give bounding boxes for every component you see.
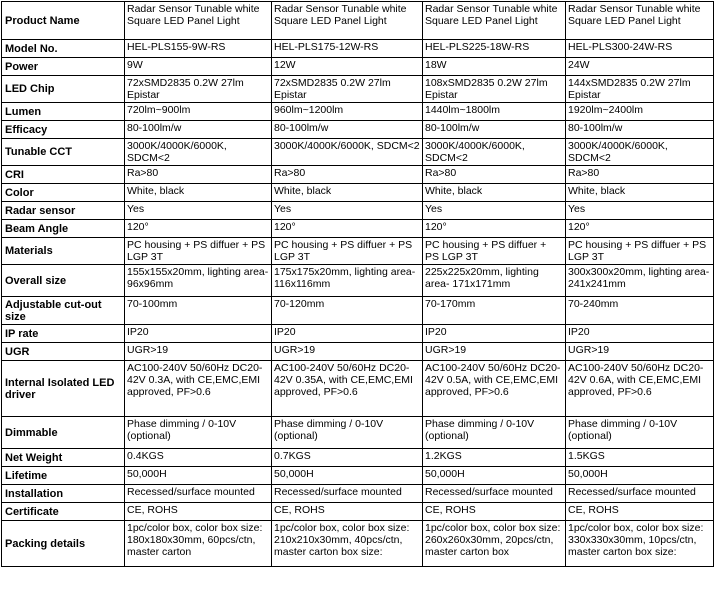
spec-cell: 50,000H	[423, 467, 566, 485]
spec-cell: IP20	[423, 325, 566, 343]
spec-cell: 3000K/4000K/6000K, SDCM<2	[423, 139, 566, 166]
spec-cell: White, black	[272, 184, 423, 202]
table-row	[2, 58, 714, 76]
spec-cell: 80-100lm/w	[272, 121, 423, 139]
table-row	[2, 76, 714, 103]
spec-cell: PC housing + PS diffuer + PS LGP 3T	[125, 238, 272, 265]
spec-cell: Radar Sensor Tunable white Square LED Panel Light	[272, 2, 423, 40]
spec-cell: 720lm~900lm	[125, 103, 272, 121]
row-label: UGR	[2, 343, 125, 361]
spec-cell: Ra>80	[125, 166, 272, 184]
spec-cell: 1920lm~2400lm	[566, 103, 714, 121]
row-label: Internal Isolated LED driver	[2, 361, 125, 417]
row-label: Certificate	[2, 503, 125, 521]
spec-cell: HEL-PLS175-12W-RS	[272, 40, 423, 58]
spec-cell: Yes	[272, 202, 423, 220]
row-label: Packing details	[2, 521, 125, 567]
spec-cell: AC100-240V 50/60Hz DC20-42V 0.3A, with CE,EMC,EMI approved, PF>0.6	[125, 361, 272, 417]
spec-cell: 70-120mm	[272, 297, 423, 325]
row-label: Product Name	[2, 2, 125, 40]
spec-cell: 1pc/color box, color box size: 260x260x30mm, 20pcs/ctn, master carton box	[423, 521, 566, 567]
spec-cell: 50,000H	[566, 467, 714, 485]
spec-cell: Recessed/surface mounted	[566, 485, 714, 503]
spec-cell: Ra>80	[272, 166, 423, 184]
spec-cell: UGR>19	[423, 343, 566, 361]
table-row	[2, 503, 714, 521]
table-row	[2, 467, 714, 485]
spec-cell: 120°	[125, 220, 272, 238]
row-label: Installation	[2, 485, 125, 503]
spec-cell: Recessed/surface mounted	[423, 485, 566, 503]
spec-cell: HEL-PLS155-9W-RS	[125, 40, 272, 58]
table-row	[2, 265, 714, 297]
table-row	[2, 521, 714, 567]
spec-cell: 1440lm~1800lm	[423, 103, 566, 121]
spec-cell: 1.5KGS	[566, 449, 714, 467]
table-row	[2, 202, 714, 220]
table-row	[2, 361, 714, 417]
spec-cell: CE, ROHS	[272, 503, 423, 521]
row-label: Radar sensor	[2, 202, 125, 220]
table-row	[2, 121, 714, 139]
row-label: Dimmable	[2, 417, 125, 449]
table-row	[2, 485, 714, 503]
spec-cell: 1pc/color box, color box size: 180x180x30mm, 60pcs/ctn, master carton	[125, 521, 272, 567]
spec-cell: Phase dimming / 0-10V (optional)	[125, 417, 272, 449]
spec-cell: White, black	[125, 184, 272, 202]
spec-cell: 1pc/color box, color box size: 210x210x30mm, 40pcs/ctn, master carton box size:	[272, 521, 423, 567]
spec-cell: Phase dimming / 0-10V (optional)	[423, 417, 566, 449]
table-row	[2, 343, 714, 361]
spec-cell: HEL-PLS300-24W-RS	[566, 40, 714, 58]
table-row	[2, 184, 714, 202]
spec-cell: 80-100lm/w	[125, 121, 272, 139]
spec-cell: 80-100lm/w	[566, 121, 714, 139]
spec-cell: Radar Sensor Tunable white Square LED Panel Light	[423, 2, 566, 40]
spec-cell: CE, ROHS	[423, 503, 566, 521]
spec-cell: 3000K/4000K/6000K, SDCM<2	[566, 139, 714, 166]
spec-cell: Phase dimming / 0-10V (optional)	[566, 417, 714, 449]
table-row	[2, 40, 714, 58]
row-label: Lumen	[2, 103, 125, 121]
table-row	[2, 297, 714, 325]
spec-cell: 1pc/color box, color box size: 330x330x30mm, 10pcs/ctn, master carton box size:	[566, 521, 714, 567]
spec-cell: 175x175x20mm, lighting area-116x116mm	[272, 265, 423, 297]
spec-cell: 3000K/4000K/6000K, SDCM<2	[272, 139, 423, 166]
spec-cell: Radar Sensor Tunable white Square LED Panel Light	[125, 2, 272, 40]
spec-cell: 80-100lm/w	[423, 121, 566, 139]
spec-cell: Ra>80	[566, 166, 714, 184]
table-row	[2, 2, 714, 40]
row-label: Overall size	[2, 265, 125, 297]
row-label: Beam Angle	[2, 220, 125, 238]
spec-table-body	[2, 2, 714, 567]
table-row	[2, 220, 714, 238]
row-label: LED Chip	[2, 76, 125, 103]
spec-cell: Recessed/surface mounted	[125, 485, 272, 503]
spec-cell: 108xSMD2835 0.2W 27lm Epistar	[423, 76, 566, 103]
spec-cell: PC housing + PS diffuer + PS LGP 3T	[423, 238, 566, 265]
row-label: Power	[2, 58, 125, 76]
spec-cell: Recessed/surface mounted	[272, 485, 423, 503]
row-label: Tunable CCT	[2, 139, 125, 166]
spec-cell: 50,000H	[125, 467, 272, 485]
spec-cell: 300x300x20mm, lighting area-241x241mm	[566, 265, 714, 297]
table-row	[2, 417, 714, 449]
spec-cell: Yes	[423, 202, 566, 220]
row-label: Efficacy	[2, 121, 125, 139]
spec-cell: CE, ROHS	[125, 503, 272, 521]
spec-cell: UGR>19	[125, 343, 272, 361]
spec-cell: 144xSMD2835 0.2W 27lm Epistar	[566, 76, 714, 103]
spec-cell: Phase dimming / 0-10V (optional)	[272, 417, 423, 449]
spec-table	[1, 1, 714, 567]
table-row	[2, 449, 714, 467]
spec-cell: IP20	[566, 325, 714, 343]
spec-cell: White, black	[566, 184, 714, 202]
spec-cell: HEL-PLS225-18W-RS	[423, 40, 566, 58]
spec-cell: 120°	[272, 220, 423, 238]
row-label: Materials	[2, 238, 125, 265]
spec-cell: 155x155x20mm, lighting area- 96x96mm	[125, 265, 272, 297]
spec-cell: 50,000H	[272, 467, 423, 485]
row-label: IP rate	[2, 325, 125, 343]
row-label: Adjustable cut-out size	[2, 297, 125, 325]
table-row	[2, 103, 714, 121]
spec-cell: 70-100mm	[125, 297, 272, 325]
spec-cell: AC100-240V 50/60Hz DC20-42V 0.6A, with CE,EMC,EMI approved, PF>0.6	[566, 361, 714, 417]
spec-cell: 9W	[125, 58, 272, 76]
row-label: Model No.	[2, 40, 125, 58]
spec-cell: CE, ROHS	[566, 503, 714, 521]
spec-cell: Ra>80	[423, 166, 566, 184]
spec-cell: PC housing + PS diffuer + PS LGP 3T	[272, 238, 423, 265]
spec-cell: 12W	[272, 58, 423, 76]
spec-cell: AC100-240V 50/60Hz DC20-42V 0.5A, with CE,EMC,EMI approved, PF>0.6	[423, 361, 566, 417]
table-row	[2, 166, 714, 184]
spec-cell: AC100-240V 50/60Hz DC20-42V 0.35A, with CE,EMC,EMI approved, PF>0.6	[272, 361, 423, 417]
row-label: Lifetime	[2, 467, 125, 485]
row-label: Color	[2, 184, 125, 202]
spec-cell: 960lm~1200lm	[272, 103, 423, 121]
spec-cell: PC housing + PS diffuer + PS LGP 3T	[566, 238, 714, 265]
spec-cell: IP20	[272, 325, 423, 343]
table-row	[2, 325, 714, 343]
table-row	[2, 139, 714, 166]
spec-cell: 72xSMD2835 0.2W 27lm Epistar	[125, 76, 272, 103]
spec-cell: 70-240mm	[566, 297, 714, 325]
spec-cell: 0.7KGS	[272, 449, 423, 467]
spec-cell: 70-170mm	[423, 297, 566, 325]
spec-cell: Yes	[125, 202, 272, 220]
table-row	[2, 238, 714, 265]
spec-cell: 1.2KGS	[423, 449, 566, 467]
spec-cell: Radar Sensor Tunable white Square LED Panel Light	[566, 2, 714, 40]
spec-cell: White, black	[423, 184, 566, 202]
spec-cell: UGR>19	[566, 343, 714, 361]
spec-cell: 0.4KGS	[125, 449, 272, 467]
spec-cell: 24W	[566, 58, 714, 76]
spec-cell: 72xSMD2835 0.2W 27lm Epistar	[272, 76, 423, 103]
spec-cell: IP20	[125, 325, 272, 343]
spec-cell: UGR>19	[272, 343, 423, 361]
row-label: CRI	[2, 166, 125, 184]
spec-cell: 120°	[566, 220, 714, 238]
spec-cell: 18W	[423, 58, 566, 76]
spec-cell: 225x225x20mm, lighting area- 171x171mm	[423, 265, 566, 297]
spec-cell: Yes	[566, 202, 714, 220]
spec-cell: 3000K/4000K/6000K, SDCM<2	[125, 139, 272, 166]
spec-cell: 120°	[423, 220, 566, 238]
row-label: Net Weight	[2, 449, 125, 467]
